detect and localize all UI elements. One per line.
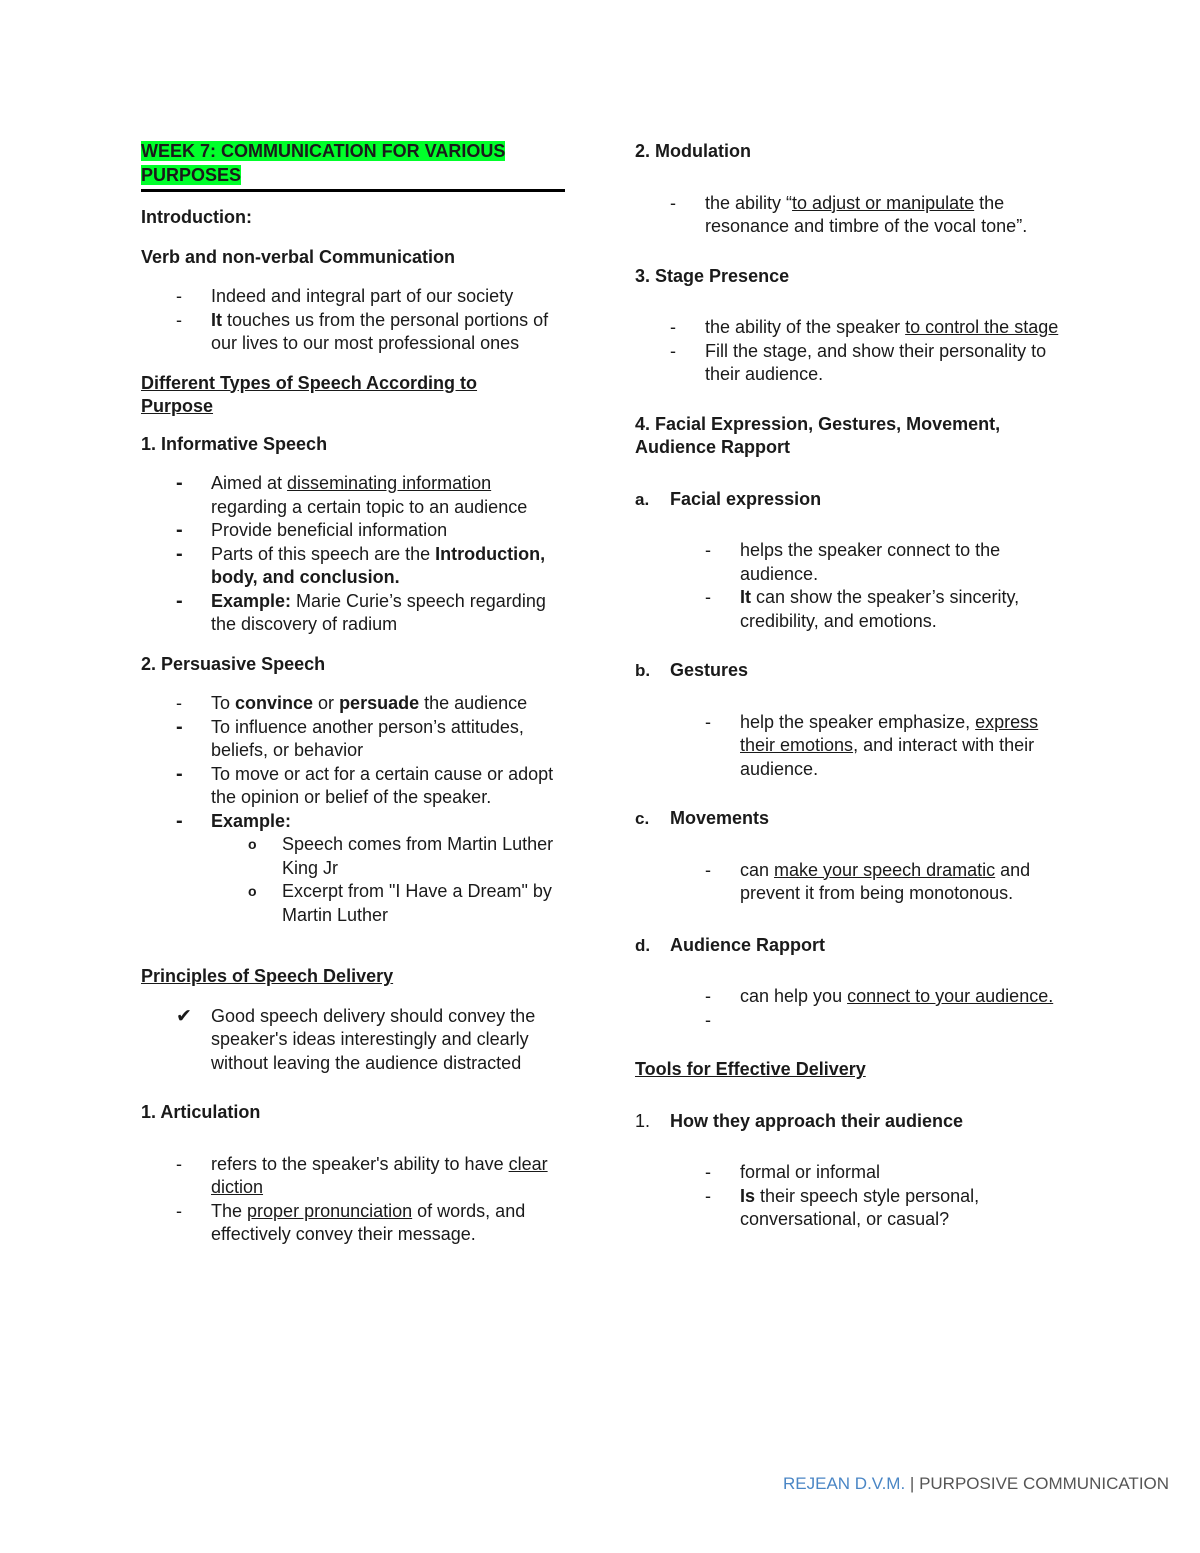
intro-heading: Introduction:: [141, 207, 252, 227]
modulation-list: [635, 192, 1075, 239]
list-item: - To move or act for a certain cause or adopt the opinion or belief of the speaker.: [176, 762, 554, 807]
articulation-list: [141, 1153, 569, 1247]
list-item: - Is their speech style personal, conversational, or casual?: [705, 1185, 980, 1229]
principles-heading: Principles of Speech Delivery: [141, 966, 394, 986]
list-item: - It can show the speaker’s sincerity, credibility, and emotions.: [705, 587, 1020, 631]
list-item: - Provide beneficial information: [176, 519, 448, 541]
footer-author: REJEAN D.V.M.: [783, 1474, 906, 1493]
right-column: [635, 140, 1075, 1248]
title-line-2: PURPOSES: [141, 164, 242, 185]
movements-list: [635, 859, 1075, 906]
stage-heading: 3. Stage Presence: [635, 265, 790, 286]
verb-heading: Verb and non-verbal Communication: [141, 246, 456, 267]
principles-list: [141, 1005, 569, 1076]
list-item: - helps the speaker connect to the audience.: [705, 540, 1001, 584]
list-item: -: [705, 1009, 711, 1030]
page-footer: [783, 1472, 1169, 1496]
list-item: - The proper pronunciation of words, and effectively convey their message.: [176, 1200, 526, 1244]
list-item: - Aimed at disseminating information regarding a certain topic to an audience: [176, 472, 528, 517]
list-item: - To influence another person’s attitudes, beliefs, or behavior: [176, 715, 524, 760]
tools-heading: Tools for Effective Delivery: [635, 1059, 866, 1079]
types-heading: Different Types of Speech According to Purpose: [141, 372, 478, 416]
movements-heading: c. Movements: [635, 808, 770, 828]
list-item: - Example: Marie Curie’s speech regarding the discovery of radium: [176, 589, 546, 634]
document-title: [141, 140, 565, 192]
list-item: - Example: o Speech comes from Martin Luther King Jr o Excerpt from "I Have a Dream" by Martin Luther: [141, 810, 569, 928]
verb-list: [141, 285, 569, 356]
list-item: - can make your speech dramatic and prevent it from being monotonous.: [705, 859, 1031, 903]
list-item: o Speech comes from Martin Luther King Jr: [248, 834, 554, 878]
list-item: - the ability of the speaker to control the stage: [670, 317, 1059, 337]
list-item: - It touches us from the personal portions of our lives to our most professional ones: [176, 309, 549, 353]
list-item: - Parts of this speech are the Introduction, body, and conclusion.: [176, 542, 546, 587]
title-line-1: WEEK 7: COMMUNICATION FOR VARIOUS: [141, 141, 506, 161]
articulation-heading: 1. Articulation: [141, 1102, 261, 1122]
list-item: - refers to the speaker's ability to have clear diction: [176, 1153, 548, 1197]
list-item: - Indeed and integral part of our society: [176, 286, 514, 306]
persuasive-list: [141, 692, 569, 927]
facial-heading: a. Facial expression: [635, 488, 822, 509]
footer-course: PURPOSIVE COMMUNICATION: [919, 1474, 1170, 1493]
list-item: - the ability “to adjust or manipulate the resonance and timbre of the vocal tone”.: [670, 192, 1028, 236]
check-icon: ✔: [176, 1005, 192, 1027]
gestures-list: [635, 711, 1075, 782]
example-sublist: [141, 833, 569, 927]
list-item: - help the speaker emphasize, express their emotions, and interact with their audience.: [705, 711, 1039, 779]
informative-list: [141, 472, 569, 637]
tools-list: [635, 1161, 1075, 1232]
persuasive-heading: 2. Persuasive Speech: [141, 653, 326, 674]
left-column: [141, 140, 569, 1263]
tools-item-heading: 1. How they approach their audience: [635, 1110, 964, 1131]
rapport-list: [635, 985, 1075, 1032]
facial-list: [635, 539, 1075, 633]
facial-section-heading: 4. Facial Expression, Gestures, Movement, Audience Rapport: [635, 413, 1001, 457]
modulation-heading: 2. Modulation: [635, 141, 751, 161]
footer-separator: |: [905, 1474, 920, 1493]
list-item: - can help you connect to your audience.: [705, 986, 1054, 1006]
list-item: - formal or informal: [705, 1162, 881, 1182]
list-item: ✔ Good speech delivery should convey the speaker's ideas interestingly and clearly without leaving the audience distracted: [176, 1005, 536, 1073]
list-item: - Fill the stage, and show their personality to their audience.: [670, 340, 1047, 384]
stage-list: [635, 316, 1075, 387]
list-item: - To convince or persuade the audience: [176, 693, 528, 713]
gestures-heading: b. Gestures: [635, 660, 749, 680]
informative-heading: 1. Informative Speech: [141, 433, 328, 454]
rapport-heading: d. Audience Rapport: [635, 934, 826, 955]
list-item: o Excerpt from "I Have a Dream" by Martin Luther: [248, 881, 552, 925]
